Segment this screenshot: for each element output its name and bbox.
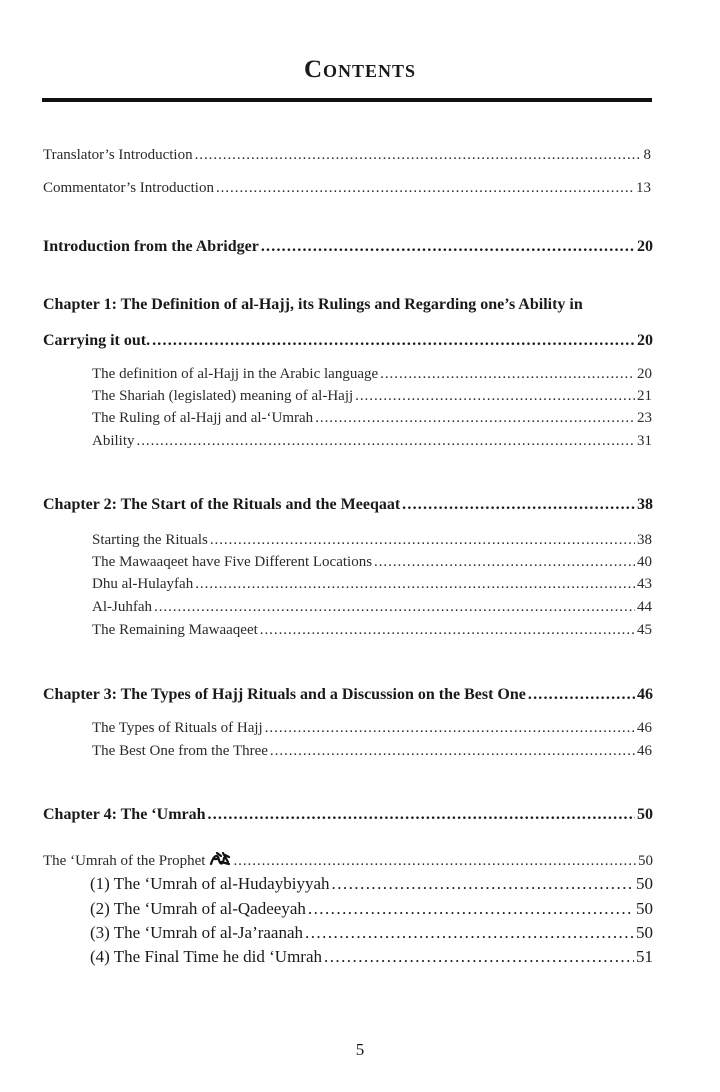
toc-label: Ability	[92, 433, 135, 449]
toc-page: 50	[638, 853, 653, 869]
toc-item[interactable]	[90, 899, 653, 919]
toc-item[interactable]	[92, 410, 652, 427]
toc-label: The Best One from the Three	[92, 743, 268, 759]
toc-page: 23	[637, 410, 652, 426]
toc-item[interactable]	[92, 599, 652, 616]
toc-label: Translator’s Introduction	[43, 147, 193, 163]
toc-label: Starting the Rituals	[92, 532, 208, 548]
toc-item[interactable]	[92, 554, 652, 571]
toc-item[interactable]	[92, 388, 652, 405]
salutation-calligraphy-icon	[209, 850, 231, 868]
toc-item[interactable]	[90, 923, 653, 943]
toc-chapter2-heading[interactable]	[43, 496, 653, 514]
toc-label: (1) The ‘Umrah of al-Hudaybiyyah	[90, 874, 330, 893]
toc-page: 20	[637, 238, 653, 255]
toc-label: Commentator’s Introduction	[43, 180, 214, 196]
toc-page: 40	[637, 554, 652, 570]
toc-label: Chapter 4: The ‘Umrah	[43, 806, 206, 823]
toc-label: The Types of Rituals of Hajj	[92, 720, 263, 736]
toc-item[interactable]	[90, 947, 653, 967]
toc-page: 45	[637, 622, 652, 638]
toc-label: Introduction from the Abridger	[43, 238, 259, 255]
toc-label: The Shariah (legislated) meaning of al-Hajj	[92, 388, 354, 404]
toc-item[interactable]	[92, 532, 652, 549]
toc-page: 20	[637, 366, 652, 382]
toc-page: 38	[637, 496, 653, 513]
toc-item[interactable]	[92, 433, 652, 450]
toc-page: 21	[637, 388, 652, 404]
toc-page: 8	[643, 147, 651, 163]
toc-page: 13	[636, 180, 651, 196]
toc-label: The Remaining Mawaaqeet	[92, 622, 258, 638]
toc-label: Dhu al-Hulayfah	[92, 576, 194, 592]
toc-label: Chapter 2: The Start of the Rituals and the Meeqaat	[43, 496, 401, 513]
toc-label: Al-Juhfah	[92, 599, 152, 615]
toc-item[interactable]	[92, 576, 652, 593]
toc-page: 46	[637, 720, 652, 736]
toc-label: The Mawaaqeet have Five Different Locations	[92, 554, 373, 570]
toc-entry-translator[interactable]	[43, 147, 651, 164]
toc-chapter3-heading[interactable]	[43, 686, 653, 704]
toc-page: 46	[637, 743, 652, 759]
toc-chapter4-heading[interactable]	[43, 806, 653, 824]
page-number: 5	[355, 1040, 365, 1059]
toc-page: 20	[637, 332, 653, 349]
toc-page: 44	[637, 599, 652, 615]
toc-page: 50	[637, 806, 653, 823]
page-title: Contents	[303, 56, 417, 83]
toc-chapter1-heading-line2[interactable]	[43, 332, 653, 350]
toc-item[interactable]	[92, 720, 652, 737]
toc-page: 46	[637, 686, 653, 703]
toc-label: (2) The ‘Umrah of al-Qadeeyah	[90, 899, 306, 918]
toc-item[interactable]	[92, 622, 652, 639]
toc-page: 50	[636, 923, 653, 942]
toc-label: The definition of al-Hajj in the Arabic language	[92, 366, 379, 382]
toc-label: (4) The Final Time he did ‘Umrah	[90, 947, 322, 966]
toc-page: 50	[636, 874, 653, 893]
toc-label: The ‘Umrah of the Prophet	[43, 853, 206, 869]
toc-label: (3) The ‘Umrah of al-Ja’raanah	[90, 923, 304, 942]
toc-page: 38	[637, 532, 652, 548]
toc-page: 43	[637, 576, 652, 592]
toc-page: 31	[637, 433, 652, 449]
toc-label: The Ruling of al-Hajj and al-‘Umrah	[92, 410, 314, 426]
toc-chapter1-heading-line1[interactable]: Chapter 1: The Definition of al-Hajj, its Rulings and Regarding one’s Ability in	[43, 296, 583, 313]
title-rule	[42, 98, 652, 102]
toc-item[interactable]	[92, 743, 652, 760]
toc-entry-abridger[interactable]	[43, 238, 653, 256]
toc-item[interactable]	[90, 874, 653, 894]
toc-page: 51	[636, 947, 653, 966]
toc-entry-prophet-umrah[interactable]	[43, 850, 653, 870]
toc-item[interactable]	[92, 366, 652, 383]
toc-label: Carrying it out.	[43, 332, 151, 349]
toc-page: 50	[636, 899, 653, 918]
toc-entry-commentator[interactable]	[43, 180, 651, 197]
toc-label: Chapter 3: The Types of Hajj Rituals and a Discussion on the Best One	[43, 686, 526, 703]
